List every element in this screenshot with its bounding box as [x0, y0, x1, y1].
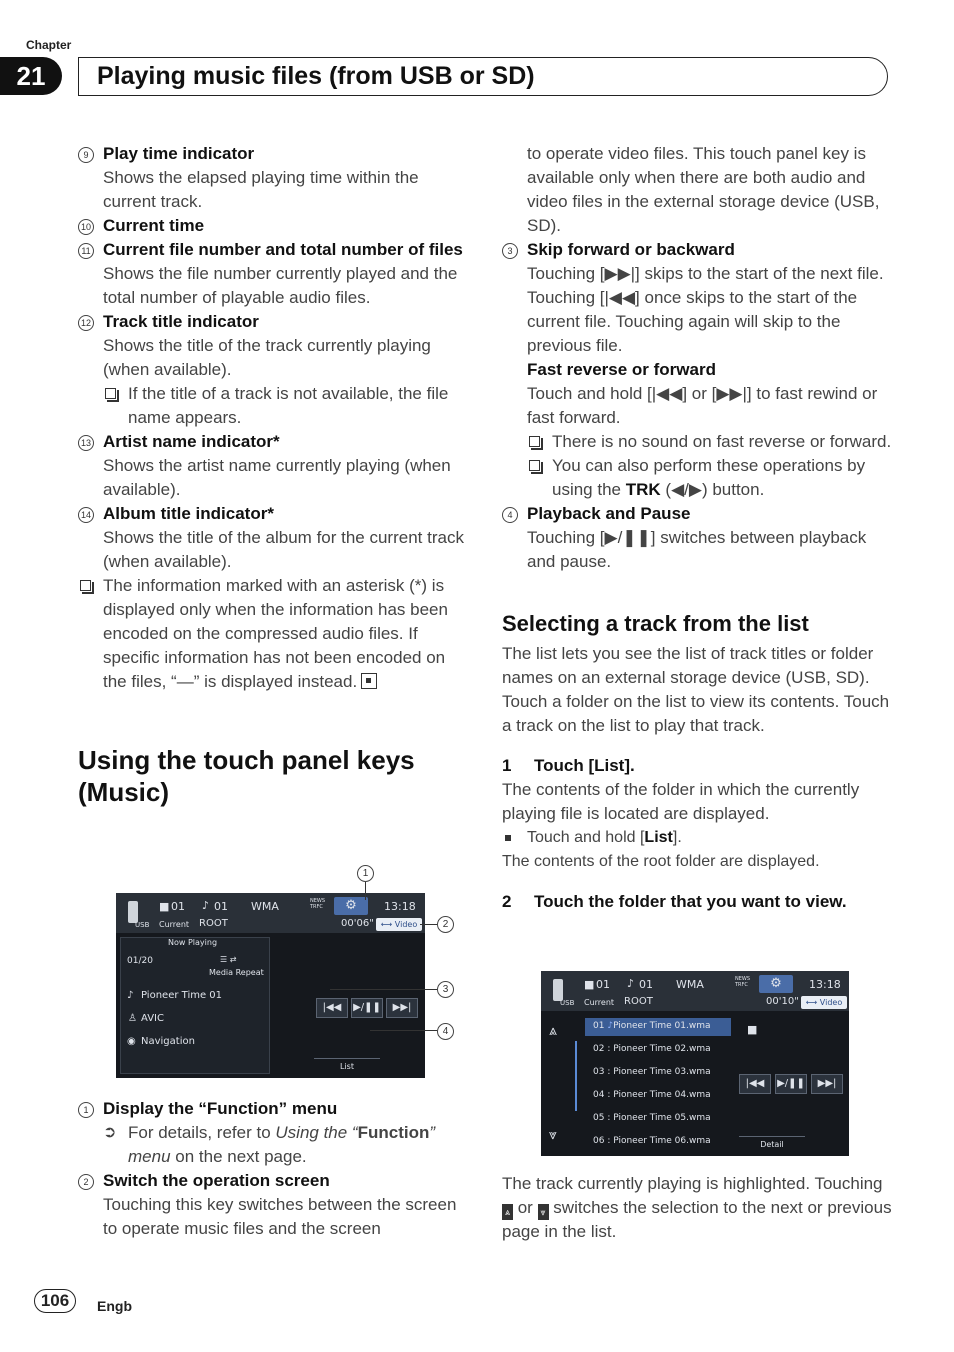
- video-switch-button[interactable]: ⟷ Video: [376, 918, 422, 931]
- skip-forward-button[interactable]: ▶▶|: [386, 998, 418, 1018]
- folder-name: ROOT: [199, 918, 228, 929]
- left-column-bottom: [78, 1097, 468, 1241]
- chapter-title: Playing music files (from USB or SD): [78, 57, 888, 96]
- list-row[interactable]: 01 ♪Pioneer Time 01.wma: [593, 1021, 711, 1031]
- item-title: Current time: [103, 216, 205, 235]
- folder-icon: ■: [584, 978, 595, 991]
- usb-stick-icon: [553, 979, 563, 1001]
- track-number: 01: [639, 978, 653, 991]
- reference-link[interactable]: Using the “: [275, 1123, 358, 1142]
- item-title: Switch the operation screen: [103, 1171, 330, 1190]
- detail-button[interactable]: Detail: [739, 1136, 805, 1152]
- callout-line: [365, 882, 366, 900]
- item-11: [78, 238, 468, 310]
- item-title: Album title indicator*: [103, 504, 274, 523]
- callout-line: [420, 924, 437, 925]
- list-row[interactable]: 04 : Pioneer Time 04.wma: [593, 1090, 711, 1100]
- play-pause-button[interactable]: ▶/❚❚: [351, 998, 383, 1018]
- item-number: 1: [78, 1102, 94, 1118]
- item-4: [502, 502, 894, 574]
- item-subtitle: Fast reverse or forward: [527, 360, 716, 379]
- music-note-icon: ♪: [607, 1021, 614, 1031]
- left-column: [78, 142, 468, 808]
- end-mark-icon: [361, 673, 377, 689]
- list-row[interactable]: 06 : Pioneer Time 06.wma: [593, 1136, 711, 1146]
- right-column: [502, 142, 894, 914]
- folder-name: ROOT: [624, 996, 653, 1007]
- cross-reference: ➲ For details, refer to Using the “Function” menu on the next page.: [103, 1123, 436, 1166]
- list-row[interactable]: 05 : Pioneer Time 05.wma: [593, 1113, 711, 1123]
- bullet-item: Touch and hold [List].: [502, 826, 894, 850]
- music-note-icon: ♪: [202, 899, 210, 912]
- clock: 13:18: [809, 978, 841, 991]
- chapter-label: Chapter: [26, 38, 72, 52]
- folder-number: 01: [171, 900, 185, 913]
- usb-label: USB: [135, 921, 150, 929]
- item-function-menu: [78, 1097, 468, 1169]
- skip-back-button[interactable]: |◀◀: [739, 1074, 771, 1094]
- music-note-icon: ♪: [627, 977, 635, 990]
- note: There is no sound on fast reverse or forward.: [527, 430, 894, 454]
- note-icon: [529, 436, 540, 447]
- folder-icon: ■: [159, 900, 170, 913]
- item-description: Touching this key switches between the screen to operate music files and the screen: [103, 1195, 457, 1238]
- list-button[interactable]: List: [314, 1058, 380, 1074]
- page-up-icon: ⩓: [502, 1204, 513, 1220]
- item-12: [78, 310, 468, 430]
- item-title: Play time indicator: [103, 144, 255, 163]
- item-description: Touch and hold [|◀◀] or [▶▶|] to fast rewind or fast forward.: [527, 384, 878, 427]
- step-1: 1 Touch [List].: [502, 756, 635, 775]
- callout-3: 3: [437, 981, 454, 998]
- step-2: 2 Touch the folder that you want to view.: [502, 892, 847, 911]
- item-number: 9: [78, 147, 94, 163]
- item-title: Display the “Function” menu: [103, 1099, 338, 1118]
- reference-arrow-icon: ➲: [103, 1124, 117, 1141]
- list-row[interactable]: 02 : Pioneer Time 02.wma: [593, 1044, 711, 1054]
- item-14: [78, 502, 468, 574]
- skip-forward-button[interactable]: ▶▶|: [811, 1074, 843, 1094]
- callout-2: 2: [437, 916, 454, 933]
- item-description: Shows the title of the album for the current track (when available).: [103, 528, 464, 571]
- current-label: Current: [584, 998, 615, 1007]
- item-description: Shows the artist name currently playing (when available).: [103, 456, 451, 499]
- item-9: [78, 142, 468, 214]
- step-1-description: The contents of the folder in which the currently playing file is located are displayed.: [502, 780, 860, 823]
- play-time: 00'06": [341, 918, 374, 929]
- language-code: Engb: [97, 1298, 132, 1314]
- album-icon: ◉: [127, 1036, 136, 1047]
- page-up-icon[interactable]: ⩓: [549, 1023, 557, 1039]
- video-switch-button[interactable]: ⟷ Video: [801, 996, 847, 1009]
- callout-1: 1: [357, 865, 374, 882]
- item-number: 12: [78, 315, 94, 331]
- track-title: Pioneer Time 01: [141, 990, 223, 1001]
- album-title: Navigation: [141, 1036, 195, 1047]
- chapter-number: 21: [0, 57, 62, 95]
- item-description: Touching [▶▶|] skips to the start of the next file. Touching [|◀◀] once skips to the start of the current file. Touching again will skip to the previous file.: [527, 264, 884, 355]
- subsection-title: Selecting a track from the list: [502, 611, 809, 636]
- repeat-icon: ☰ ⇄: [220, 955, 237, 964]
- page-down-icon: ⩔: [538, 1204, 549, 1220]
- bullet-description: The contents of the root folder are displayed.: [502, 853, 820, 870]
- note-icon: [80, 580, 91, 591]
- skip-back-button[interactable]: |◀◀: [316, 998, 348, 1018]
- function-gear-icon[interactable]: ⚙: [759, 975, 793, 993]
- note-icon: [105, 388, 116, 399]
- note-icon: [529, 460, 540, 471]
- item-title: Artist name indicator*: [103, 432, 280, 451]
- function-gear-icon[interactable]: ⚙: [334, 897, 368, 915]
- item-number: 2: [78, 1174, 94, 1190]
- item-3: [502, 238, 894, 502]
- item-title: Playback and Pause: [527, 504, 691, 523]
- note: You can also perform these operations by using the TRK (◀/▶) button.: [527, 454, 894, 502]
- outro-text: The track currently playing is highlighted. Touching ⩓ or ⩔ switches the selection to the next or previous page in the list.: [502, 1174, 892, 1241]
- scrollbar[interactable]: [575, 1041, 577, 1111]
- music-screen-screenshot: [116, 893, 425, 1078]
- item-number: 11: [78, 243, 94, 259]
- list-screen-screenshot: [541, 971, 849, 1156]
- callout-4: 4: [437, 1023, 454, 1040]
- folder-number: 01: [596, 978, 610, 991]
- item-description: Shows the file number currently played and the total number of playable audio files.: [103, 264, 458, 307]
- usb-label: USB: [560, 999, 575, 1007]
- play-pause-button[interactable]: ▶/❚❚: [775, 1074, 807, 1094]
- news-traffic-label: NEWS TRFC: [735, 976, 751, 988]
- item-switch-screen: [78, 1169, 468, 1241]
- asterisk-note: [78, 574, 468, 694]
- format-label: WMA: [676, 978, 704, 991]
- artist-icon: ♙: [128, 1013, 137, 1024]
- item-number: 4: [502, 507, 518, 523]
- page-number: 106: [34, 1289, 76, 1313]
- callout-line: [330, 989, 437, 990]
- note-text: If the title of a track is not available, the file name appears.: [128, 384, 449, 427]
- note: [103, 382, 468, 430]
- item-number: 14: [78, 507, 94, 523]
- artist-name: AVIC: [141, 1013, 164, 1024]
- play-time: 00'10": [766, 996, 799, 1007]
- note-text: The information marked with an asterisk (*) is displayed only when the information has been encoded on the compressed audio files. If specific information has not been encoded on the files, “—” is displayed instead.: [103, 576, 448, 691]
- now-playing-label: Now Playing: [168, 938, 218, 947]
- section-title: Using the touch panel keys (Music): [78, 745, 415, 807]
- file-count: 01/20: [127, 956, 153, 966]
- page-down-icon[interactable]: ⩔: [549, 1127, 557, 1143]
- repeat-label: Media Repeat: [209, 968, 264, 977]
- folder-up-icon[interactable]: ■: [747, 1023, 758, 1036]
- item-description: Touching [▶/❚❚] switches between playback and pause.: [527, 528, 867, 571]
- intro-text: The list lets you see the list of track titles or folder names on an external storage device (USB, SD). Touch a folder on the list to view its contents. Touch a track on the list to play that track.: [502, 644, 890, 735]
- item-title: Current file number and total number of files: [103, 240, 463, 259]
- item-number: 13: [78, 435, 94, 451]
- list-row[interactable]: 03 : Pioneer Time 03.wma: [593, 1067, 711, 1077]
- outro: [502, 1172, 894, 1244]
- item-title: Track title indicator: [103, 312, 259, 331]
- format-label: WMA: [251, 900, 279, 913]
- item-description: Shows the elapsed playing time within the current track.: [103, 168, 419, 211]
- item-description: Shows the title of the track currently playing (when available).: [103, 336, 431, 379]
- item-number: 10: [78, 219, 94, 235]
- item-title: Skip forward or backward: [527, 240, 735, 259]
- continued-description: to operate video files. This touch panel key is available only when there are both audio and video files in the external storage device (USB, SD).: [527, 144, 880, 235]
- item-13: [78, 430, 468, 502]
- track-number: 01: [214, 900, 228, 913]
- usb-stick-icon: [128, 901, 138, 923]
- callout-line: [370, 1030, 437, 1031]
- item-number: 3: [502, 243, 518, 259]
- news-traffic-label: NEWS TRFC: [310, 898, 326, 910]
- track-icon: ♪: [127, 990, 134, 1001]
- item-10: [78, 214, 468, 238]
- clock: 13:18: [384, 900, 416, 913]
- current-label: Current: [159, 920, 190, 929]
